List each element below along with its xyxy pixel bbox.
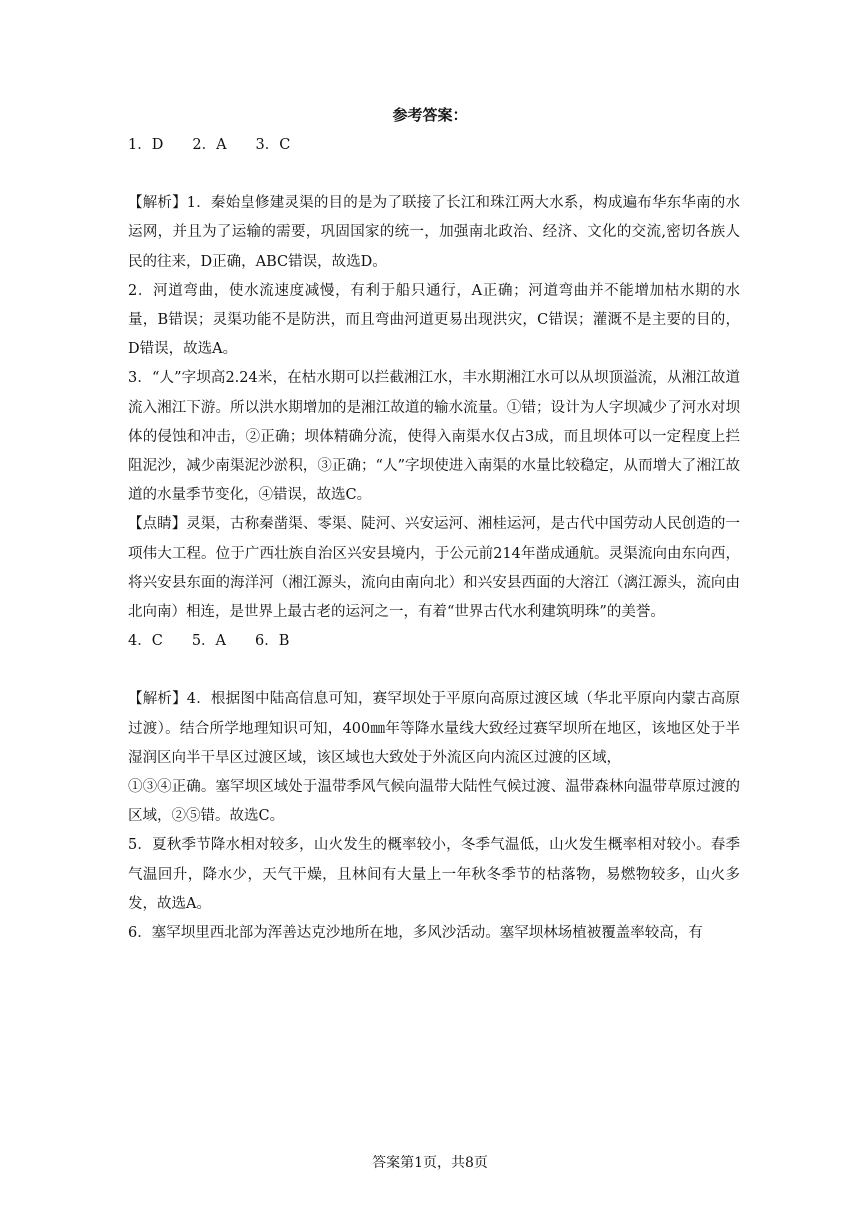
page-title: 参考答案：: [392, 106, 468, 124]
analysis-paragraph-4-cont: ①③④正确。塞罕坝区域处于温带季风气候向温带大陆性气候过渡、温带森林向温带草原过渡的区域，②⑤错。故选C。: [128, 779, 740, 825]
analysis-paragraph-3: 3．“人”字坝高2.24米，在枯水期可以拦截湘江水，丰水期湘江水可以从坝顶溢流，从湘江故道流入湘江下游。所以洪水期增加的是湘江故道的输水流量。①错；设计为人字坝减少了河水对坝体的侵蚀和冲击，②正确；坝体精确分流，使得入南渠水仅占3成，而且坝体可以一定程度上拦阻泥沙，减少南渠泥沙淤积，③正确；“人”字坝使进入南渠的水量比较稳定，从而增大了湘江故道的水量季节变化，④错误，故选C。: [128, 370, 740, 504]
analysis-paragraph-6: 6．塞罕坝里西北部为浑善达克沙地所在地，多风沙活动。塞罕坝林场植被覆盖率较高，有: [128, 925, 703, 942]
analysis-paragraph-1: 【解析】1．秦始皇修建灵渠的目的是为了联接了长江和珠江两大水系，构成遍布华东华南的水运网，并且为了运输的需要，巩固国家的统一，加强南北政治、经济、文化的交流,密切各族人民的往来，D正确，ABC错误，故选D。: [128, 195, 740, 270]
answer-line-4-6: 4．C 5．A 6．B: [128, 633, 290, 650]
page-footer: 答案第1页，共8页: [372, 1155, 488, 1171]
analysis-paragraph-5: 5．夏秋季节降水相对较多，山火发生的概率较小，冬季气温低，山火发生概率相对较小。春季气温回升，降水少，天气干燥，且林间有大量上一年秋冬季节的枯落物，易燃物较多，山火多发，故选A。: [128, 837, 740, 912]
answer-content: [128, 131, 740, 948]
answer-line-1-3: 1．D 2．A 3．C: [128, 137, 291, 153]
spacer: [128, 656, 740, 685]
analysis-paragraph-2: 2．河道弯曲，使水流速度减慢，有利于船只通行，A正确；河道弯曲并不能增加枯水期的水量，B错误；灵渠功能不是防洪，而且弯曲河道更易出现洪灾，C错误；灌溉不是主要的目的，D错误，故选A。: [128, 282, 740, 358]
analysis-paragraph-4: 【解析】4．根据图中陆高信息可知，赛罕坝处于平原向高原过渡区域（华北平原向内蒙古高原过渡）。结合所学地理知识可知，400㎜年等降水量线大致经过赛罕坝所在地区，该地区处于半湿润区向半干旱区过渡区域，该区域也大致处于外流区向内流区过渡的区域，: [128, 691, 740, 766]
highlight-paragraph: 【点睛】灵渠，古称秦凿渠、零渠、陡河、兴安运河、湘桂运河，是古代中国劳动人民创造的一项伟大工程。位于广西壮族自治区兴安县境内，于公元前214年凿成通航。灵渠流向由东向西，将兴安县东面的海洋河（湘江源头，流向由南向北）和兴安县西面的大溶江（漓江源头，流向由北向南）相连，是世界上最古老的运河之一，有着“世界古代水利建筑明珠”的美誉。: [128, 516, 740, 621]
spacer: [128, 160, 740, 189]
